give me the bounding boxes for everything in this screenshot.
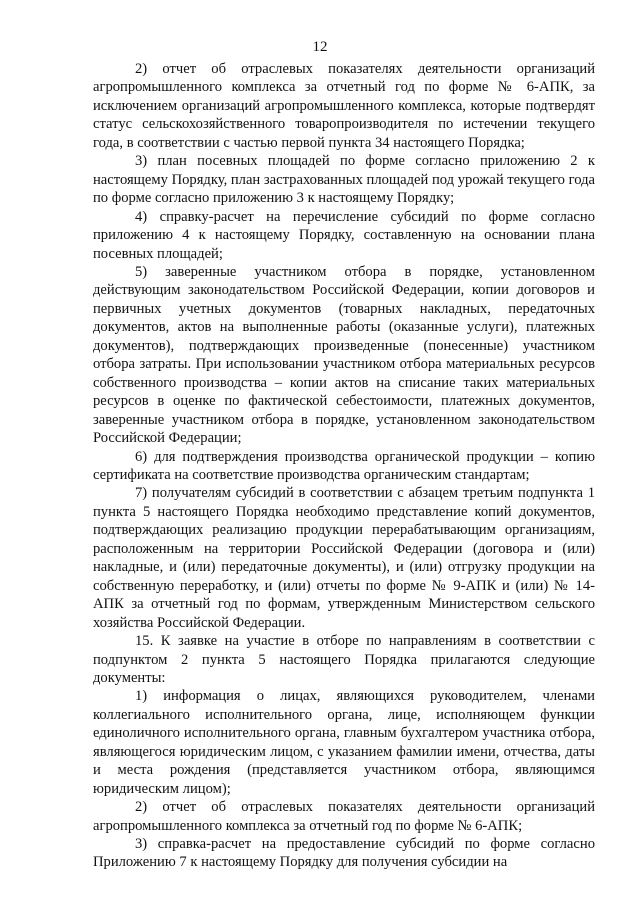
paragraph-item-2-report: 2) отчет об отраслевых показателях деятельности организаций агропромышленного комплекса за отчетный год по форме № 6-АПК, за исключением организаций агропромышленного комплекса, которые подтвердят статус сельскохозяйственного товаропроизводителя по истечении текущего года, в соответствии с частью первой пункта 34 настоящего Порядка; (93, 61, 595, 151)
paragraph-clause-15-item-1: 1) информация о лицах, являющихся руководителем, членами коллегиального исполнительного органа, лице, исполняющем функции единоличного исполнительного органа, главным бухгалтером участника отбора, являющегося юридическим лицом, с указанием фамилии имени, отчества, даты и места рождения (представляется участником отбора, являющимся юридическим лицом); (93, 688, 595, 797)
paragraph-item-5-certified-copies: 5) заверенные участником отбора в порядке, установленном действующим законодательством Российской Федерации, копии договоров и первичных учетных документов (товарных накладных, передаточных документов, актов на выполненные работы (оказанные услуги), платежных документов), подтверждающих произведенные (понесенные) участником отбора затраты. При использовании участником отбора материальных ресурсов собственного производства – копии актов на списание таких материальных ресурсов в оценке по фактической себестоимости, платежных документов, заверенные участником отбора в порядке, установленном законодательством Российской Федерации; (93, 263, 595, 447)
paragraph-clause-15: 15. К заявке на участие в отборе по направлениям в соответствии с подпунктом 2 пункта 5 настоящего Порядка прилагаются следующие документы: (93, 633, 595, 686)
paragraph-item-3-sowing-plan: 3) план посевных площадей по форме согласно приложению 2 к настоящему Порядку, план застрахованных площадей под урожай текущего года по форме согласно приложению 3 к настоящему Порядку; (93, 153, 596, 207)
paragraph-item-6-organic-certificate: 6) для подтверждения производства органической продукции – копию сертификата на соответствие производства органическим стандартам; (93, 448, 595, 483)
page-number: 12 (312, 39, 328, 55)
paragraph-clause-15-item-3: 3) справка-расчет на предоставление субсидий по форме согласно Приложению 7 к настоящему Порядку для получения субсидии на (93, 836, 595, 871)
paragraph-clause-15-item-2: 2) отчет об отраслевых показателях деятельности организаций агропромышленного комплекса за отчетный год по форме № 6-АПК; (93, 799, 595, 834)
paragraph-item-4-calculation: 4) справку-расчет на перечисление субсидий по форме согласно приложению 4 к настоящему Порядку, составленную на основании плана посевных площадей; (93, 208, 595, 262)
paragraph-item-7-recipients: 7) получателям субсидий в соответствии с абзацем третьим подпункта 1 пункта 5 настоящего Порядка необходимо представление копий документов, подтверждающих реализацию продукции перерабатывающим организациям, расположенным на территории Российской Федерации (договора и (или) накладные, и (или) передаточные документы), и (или) отгрузку продукции на собственную переработку, и (или) отчеты по форме № 9-АПК и (или) № 14-АПК за отчетный год по формам, утвержденным Министерством сельского хозяйства Российской Федерации. (93, 485, 595, 631)
document-body (93, 60, 595, 872)
